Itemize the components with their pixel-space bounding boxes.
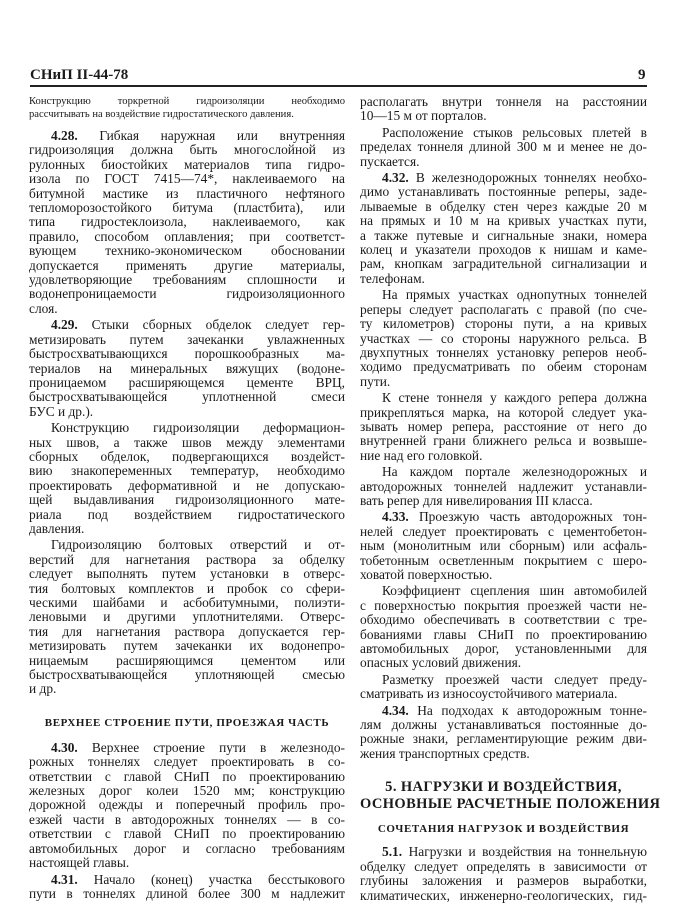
text-line: [29, 129, 345, 143]
text-line: БУС и др.).: [29, 403, 94, 419]
text-line: ту километров) стороны пути, а на кривых: [360, 316, 647, 332]
text-line: располагать внутри тоннеля на расстоянии: [360, 94, 647, 109]
text-line: участках — со стороны наружного рельса. В: [360, 330, 647, 346]
text-line: [360, 510, 647, 524]
text-line: 10—15 м от порталов.: [360, 108, 487, 124]
text-line: битумной мастике из пластичного нефтяного: [29, 185, 345, 201]
clause-paragraph: [29, 129, 345, 316]
section-subheading: ВЕРХНЕЕ СТРОЕНИЕ ПУТИ, ПРОЕЗЖАЯ ЧАСТЬ: [44, 716, 330, 729]
text-line: ние над его головкой.: [360, 447, 483, 463]
text-line: ных швов, а также швов между элементами: [29, 434, 345, 450]
clause-number: 5.1.: [382, 844, 403, 860]
text-line: тия для нагнетания раствора допускается гер-: [29, 623, 345, 639]
text-line: рам, кнопкам заградительной сигнализации и: [360, 256, 647, 272]
clause-number: 4.30.: [51, 739, 78, 755]
line-text: Стыки сборных обделок следует гер-: [77, 317, 345, 333]
text-line: колец и указатели проходов к нишам и каме-: [360, 242, 647, 258]
text-line: проницаемом расширяющемся цементе ВРЦ,: [29, 374, 345, 390]
text-line: изола по ГОСТ 7415—74*, наклеиваемого на: [29, 171, 345, 187]
text-line: быстросхватывающейся уплотненной смеси: [29, 389, 345, 405]
text-line: ховатой поверхностью.: [360, 567, 493, 582]
text-line: рулонных биостойких материалов типа гидро-: [29, 156, 345, 172]
text-line: зывать номер репера, расстояние от него до: [360, 418, 647, 434]
clause-number: 4.31.: [51, 871, 78, 887]
text-line: сборных обделок, подвергающихся воздейст-: [29, 448, 345, 464]
paragraph: [360, 465, 647, 508]
paragraph: [360, 126, 647, 169]
text-line: тепломорозостойкого битума (пластбита), или: [29, 200, 345, 216]
paragraph: [360, 391, 647, 463]
text-line: ответствии с главой СНиП по проектированию: [29, 826, 345, 842]
text-line: на прямых и 10 м на кривых участках пути,: [360, 213, 647, 229]
text-line: ницаемым расширяющимся цементом или: [29, 652, 345, 668]
text-line: вию знакопеременных температур, необходимо: [29, 463, 345, 479]
text-line: Коэффициент сцепления шин автомобилей: [382, 583, 647, 599]
clause-number: 4.34.: [382, 702, 409, 718]
text-line: тия болтовых комплектов и пробок со сфери-: [29, 580, 345, 596]
text-line: рожных тоннелях следует проектировать в со-: [29, 754, 345, 770]
text-line: телефонам.: [360, 270, 425, 286]
text-line: настоящей главы.: [29, 855, 130, 871]
clause-number: 4.32.: [382, 170, 409, 186]
line-text: В железнодорожных тоннелях необхо-: [408, 170, 647, 186]
clause-paragraph: [29, 318, 345, 419]
text-line: прикрепляться марка, на которой следует ука-: [360, 404, 647, 420]
text-line: и др.: [29, 681, 57, 697]
text-line: гидроизоляция должна быть многослойной из: [29, 142, 345, 158]
text-line: обходимо обеспечивать в соответствии с тре-: [360, 612, 647, 628]
section-subheading: СОЧЕТАНИЯ НАГРУЗОК И ВОЗДЕЙСТВИЯ: [377, 823, 630, 836]
line-text: Нагрузки и воздействия на тоннельную: [402, 844, 647, 860]
text-line: двухпутных тоннелях установку реперов необ-: [360, 344, 647, 360]
text-line: Конструкцию торкретной гидроизоляции необходимо: [29, 96, 345, 107]
text-line: рожные знаки, регламентирующие режим дви-: [360, 731, 647, 747]
text-line: нелей следует проектировать с цементобетон-: [360, 523, 647, 539]
text-line: На каждом портале железнодорожных и: [382, 464, 647, 480]
text-line: пределах тоннеля длиной 300 м и менее не до-: [360, 139, 647, 155]
text-line: [29, 318, 345, 332]
text-line: бованиями главы СНиП по проектированию: [360, 626, 647, 642]
text-line: [360, 704, 647, 718]
paragraph: [360, 95, 647, 124]
clause-paragraph: [360, 510, 647, 582]
line-text: На подходах к автодорожным тонне-: [408, 702, 647, 718]
text-line: быстросхватывающейся уплотняющей смесью: [29, 667, 345, 683]
text-line: Конструкцию гидроизоляции деформацион-: [51, 420, 345, 436]
text-line: рассчитывать на воздействие гидростатического давления.: [29, 109, 294, 120]
text-line: пути.: [360, 373, 391, 389]
clause-number: 4.29.: [51, 317, 78, 333]
clause-paragraph: [360, 845, 647, 903]
text-line: допускается применять другие материалы,: [29, 257, 345, 273]
text-line: опасных условий движения.: [360, 655, 522, 671]
text-line: лям должны устанавливаться постоянные до-: [360, 717, 647, 733]
text-line: проектировать деформативной и не допускаю-: [29, 477, 345, 493]
right-column: [360, 94, 661, 905]
note-paragraph: [29, 95, 345, 121]
line-text: Гибкая наружная или внутренняя: [77, 128, 345, 143]
clause-number: 4.28.: [51, 128, 78, 143]
text-line: давления.: [29, 520, 85, 536]
page-number: 9: [638, 67, 646, 83]
text-line: сматривать из износоустойчивого материала.: [360, 686, 618, 702]
text-line: слоя.: [29, 300, 58, 316]
text-line: внутренней грани ближнего рельса и возвыше-: [360, 433, 647, 449]
text-line: автомобильных дорог и согласно требованиям: [29, 840, 345, 856]
clause-paragraph: [360, 171, 647, 286]
text-line: правило, способом оплавления; при соответст-: [29, 228, 345, 244]
section-heading: 5. НАГРУЗКИ И ВОЗДЕЙСТВИЯ,: [385, 779, 622, 796]
text-line: автомобильных дорог, установленными для: [360, 641, 647, 657]
text-line: типа гидростеклоизола, наклеиваемого, как: [29, 214, 345, 230]
text-line: жения транспортных средств.: [360, 745, 530, 761]
paragraph: [360, 584, 647, 670]
text-line: леновыми и другими уплотнителями. Отверс-: [29, 609, 345, 625]
clause-paragraph: [29, 873, 345, 902]
text-line: [29, 741, 345, 755]
text-line: [360, 845, 647, 859]
text-line: тобетонным осветленным покрытием с шеро-: [360, 552, 647, 568]
text-line: димо устанавливать постоянные реперы, заде-: [360, 184, 647, 200]
text-line: климатических, инженерно-геологических, гид-: [360, 887, 647, 903]
text-line: дорожной одежды и поперечный профиль про-: [29, 797, 345, 813]
text-line: обделку следует определять в зависимости от: [360, 858, 647, 874]
text-line: глубины заложения и размеров выработки,: [360, 873, 647, 889]
text-line: [29, 873, 345, 887]
text-line: автодорожных тоннелей надлежит устанавли-: [360, 478, 647, 494]
line-text: Начало (конец) участка бесстыкового: [77, 871, 345, 887]
text-line: риала под воздействием гидростатического: [29, 506, 345, 522]
text-line: щей выдавливания гидроизоляционного мате-: [29, 492, 345, 508]
text-line: а также путевые и сигнальные знаки, номера: [360, 227, 647, 243]
document-code: СНиП II-44-78: [30, 67, 129, 83]
text-line: вать репер для нивелирования III класса.: [360, 492, 593, 508]
text-line: пускается.: [360, 153, 420, 169]
line-text: Проезжую часть автодорожных тон-: [408, 509, 647, 525]
text-line: ным (монолитным или сборным) или асфаль-: [360, 538, 647, 554]
paragraph: [29, 421, 345, 536]
paragraph: [360, 288, 647, 389]
text-line: водонепроницаемости гидроизоляционного: [29, 286, 345, 302]
text-line: Расположение стыков рельсовых плетей в: [382, 124, 647, 140]
text-line: езжей части в автодорожных тоннелях — в со-: [29, 811, 345, 827]
text-line: с поверхностью покрытия проезжей части не-: [360, 597, 647, 613]
text-line: быстросхватывающихся порошкообразных ма-: [29, 346, 345, 362]
text-line: ходимо предусматривать по обеим сторонам: [360, 359, 647, 375]
paragraph: [360, 673, 647, 702]
text-line: пути в тоннелях длиной более 300 м надлежит: [29, 885, 345, 901]
text-line: железных дорог колеи 1520 мм; конструкцию: [29, 783, 345, 799]
header-rule: [30, 85, 647, 87]
text-line: К стене тоннеля у каждого репера должна: [382, 390, 647, 406]
text-line: удовлетворяющие требованиям сплошности и: [29, 272, 345, 288]
text-line: метизировать путем зачеканки их водонепро-: [29, 638, 345, 654]
text-line: ответствии с главой СНиП по проектированию: [29, 768, 345, 784]
text-line: ческими шайбами и асбобитумными, полиэти-: [29, 595, 345, 610]
text-line: На прямых участках однопутных тоннелей: [382, 287, 647, 303]
text-line: лываемые в обделку стен через каждые 20 м: [360, 198, 647, 214]
left-column: [29, 95, 345, 903]
clause-paragraph: [29, 741, 345, 871]
text-line: реперы следует располагать с правой (по сче-: [360, 301, 647, 317]
clause-number: 4.33.: [382, 509, 409, 525]
text-line: Гидроизоляцию болтовых отверстий и от-: [51, 537, 345, 553]
section-heading: ОСНОВНЫЕ РАСЧЕТНЫЕ ПОЛОЖЕНИЯ: [360, 796, 661, 813]
line-text: Верхнее строение пути в железнодо-: [77, 739, 345, 755]
text-line: верстий для нагнетания раствора за обделку: [29, 551, 345, 567]
text-line: вующем технико-экономическом обосновании: [29, 243, 345, 259]
text-line: метизировать путем зачеканки увлажненных: [29, 331, 345, 347]
text-line: Разметку проезжей части следует преду-: [382, 671, 647, 687]
paragraph: [29, 538, 345, 696]
clause-paragraph: [360, 704, 647, 762]
text-line: [360, 171, 647, 185]
text-line: следует выполнять путем установки в отверс-: [29, 566, 345, 582]
text-line: териалов на минеральных вяжущих (водоне-: [29, 360, 345, 376]
